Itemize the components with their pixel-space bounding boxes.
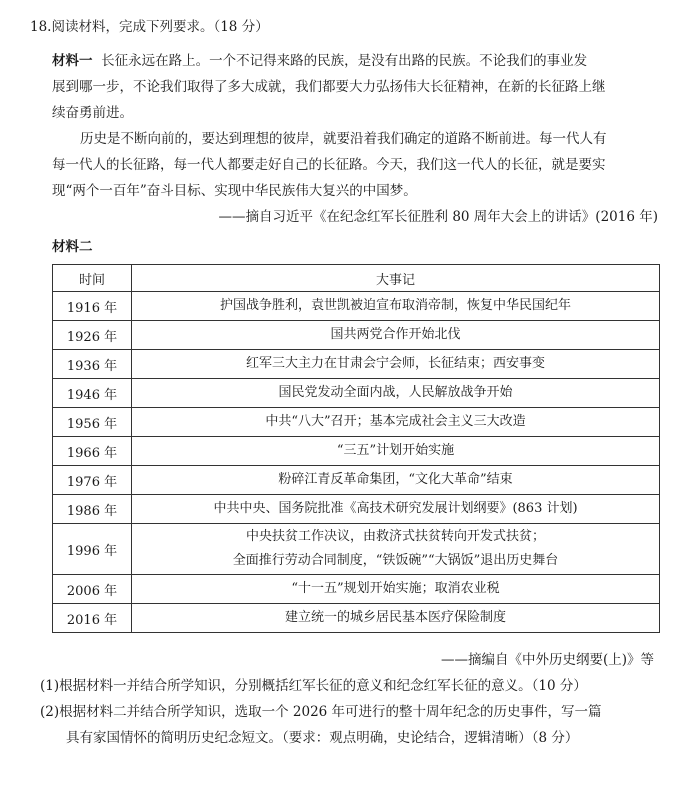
- row-year: 1996 年: [53, 524, 132, 575]
- header-time: 时间: [53, 265, 132, 292]
- table-row: [53, 466, 660, 495]
- material1-para2-line1: 历史是不断向前的，要达到理想的彼岸，就要沿着我们确定的道路不断前进。每一代人有: [80, 131, 607, 147]
- table-row: [53, 604, 660, 633]
- task1: (1)根据材料一并结合所学知识，分别概括红军长征的意义和纪念红军长征的意义。（10 分）: [40, 678, 587, 694]
- event-text: “十一五”规划开始实施；取消农业税: [291, 581, 500, 596]
- row-events: [132, 575, 660, 604]
- material2-label: 材料二: [52, 239, 93, 255]
- material2-source: ——摘编自《中外历史纲要(上)》等: [440, 652, 654, 668]
- header-events: 大事记: [132, 265, 660, 292]
- event-text: 护国战争胜利，袁世凯被迫宣布取消帝制，恢复中华民国纪年: [219, 298, 571, 313]
- row-events: [132, 350, 660, 379]
- event-text: 国民党发动全面内战，人民解放战争开始: [278, 385, 513, 400]
- material1-text: 长征永远在路上。一个不记得来路的民族，是没有出路的民族。不论我们的事业发: [101, 53, 588, 69]
- row-year: 1986 年: [53, 495, 132, 524]
- row-year: 1976 年: [53, 466, 132, 495]
- table-row: [53, 350, 660, 379]
- question-title: 18.阅读材料，完成下列要求。（18 分）: [30, 19, 269, 35]
- task2-line2: 具有家国情怀的简明历史纪念短文。（要求：观点明确，史论结合，逻辑清晰）（8 分）: [66, 730, 579, 746]
- row-year: 1926 年: [53, 321, 132, 350]
- material1-para2-line3: 现“两个一百年”奋斗目标、实现中华民族伟大复兴的中国梦。: [52, 183, 417, 199]
- table-row: [53, 575, 660, 604]
- events-body: [53, 292, 660, 633]
- table-row: [53, 292, 660, 321]
- row-year: 1916 年: [53, 292, 132, 321]
- row-year: 2006 年: [53, 575, 132, 604]
- event-text: 红军三大主力在甘肃会宁会师，长征结束；西安事变: [245, 356, 545, 371]
- row-events: [132, 321, 660, 350]
- material1-para1-line1: [52, 51, 587, 71]
- material1-para1-line3: 续奋勇前进。: [52, 105, 133, 121]
- row-events: [132, 437, 660, 466]
- material1-para2-line2: 每一代人的长征路，每一代人都要走好自己的长征路。今天，我们这一代人的长征，就是要实: [52, 157, 606, 173]
- table-row: [53, 524, 660, 575]
- material1-para1-line2: 展到哪一步，不论我们取得了多大成就，我们都要大力弘扬伟大长征精神，在新的长征路上继: [52, 79, 606, 95]
- row-year: 1956 年: [53, 408, 132, 437]
- row-events: [132, 604, 660, 633]
- row-events: [132, 524, 660, 575]
- event-text: 中共中央、国务院批准《高技术研究发展计划纲要》(863 计划): [213, 501, 578, 516]
- row-year: 1936 年: [53, 350, 132, 379]
- table-header-row: [53, 265, 660, 292]
- event-text: 中央扶贫工作决议，由救济式扶贫转向开发式扶贫；: [245, 529, 545, 544]
- row-events: [132, 292, 660, 321]
- table-row: [53, 321, 660, 350]
- task2-line1: (2)根据材料二并结合所学知识，选取一个 2026 年可进行的整十周年纪念的历史事件，写一篇: [40, 704, 602, 720]
- events-table: [52, 264, 660, 633]
- event-text: 全面推行劳动合同制度，“铁饭碗”“大锅饭”退出历史舞台: [232, 553, 559, 568]
- event-text: 国共两党合作开始北伐: [330, 327, 461, 342]
- row-events: [132, 495, 660, 524]
- event-text: 建立统一的城乡居民基本医疗保险制度: [284, 610, 506, 625]
- material1-source: ——摘自习近平《在纪念红军长征胜利 80 周年大会上的讲话》(2016 年): [218, 209, 658, 225]
- row-events: [132, 379, 660, 408]
- table-row: [53, 408, 660, 437]
- row-year: 2016 年: [53, 604, 132, 633]
- table-row: [53, 379, 660, 408]
- row-events: [132, 466, 660, 495]
- row-events: [132, 408, 660, 437]
- table-row: [53, 495, 660, 524]
- event-text: “三五”计划开始实施: [336, 443, 455, 458]
- event-text: 中共“八大”召开；基本完成社会主义三大改造: [265, 414, 526, 429]
- event-text: 粉碎江青反革命集团，“文化大革命”结束: [278, 472, 513, 487]
- row-year: 1946 年: [53, 379, 132, 408]
- material1-label: 材料一: [52, 53, 93, 69]
- table-row: [53, 437, 660, 466]
- row-year: 1966 年: [53, 437, 132, 466]
